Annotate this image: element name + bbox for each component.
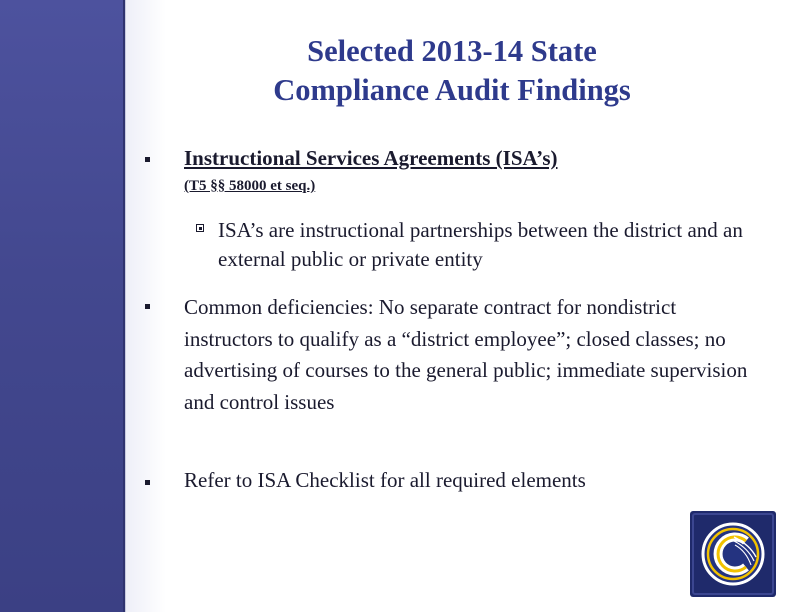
isa-heading: Instructional Services Agreements (ISA’s) [184, 146, 558, 170]
left-decorative-strip [0, 0, 125, 612]
title-line-1: Selected 2013-14 State [307, 34, 597, 68]
bullet-marker [145, 304, 150, 309]
isa-definition: ISA’s are instructional partnerships between the district and an external public or private entity [218, 218, 743, 271]
sub-bullet-marker [196, 224, 204, 232]
isa-citation: (T5 §§ 58000 et seq.) [184, 178, 316, 194]
refer-text: Refer to ISA Checklist for all required elements [184, 468, 586, 492]
bullet-marker [145, 480, 150, 485]
bullet-marker [145, 157, 150, 162]
california-community-colleges-logo-icon [690, 511, 776, 597]
slide-title [126, 32, 778, 110]
deficiencies-text: Common deficiencies: No separate contract for nondistrict instructors to qualify as a “district employee”; closed classes; no advertising of courses to the general public; immediate supervision and control issues [184, 295, 748, 414]
title-line-2: Compliance Audit Findings [273, 73, 631, 107]
